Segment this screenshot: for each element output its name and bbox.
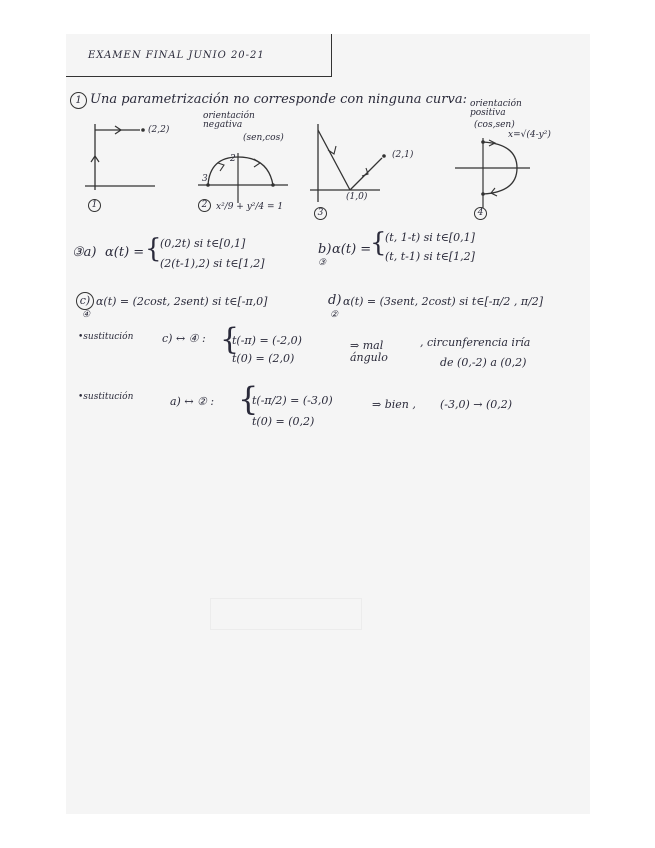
answer-d-ref: ② (330, 310, 339, 320)
answer-a-prefix: ③a) (72, 245, 97, 260)
answer-d-prefix: d) (328, 293, 342, 308)
curve-2-graph (198, 145, 288, 205)
curve-4-equation: x=√(4-y²) (508, 130, 551, 140)
sub2-verdict: ⇒ bien , (372, 398, 416, 411)
curve-2-label: 2 (198, 199, 211, 212)
sub1-comment2: de (0,-2) a (0,2) (440, 356, 527, 369)
exam-title: EXAMEN FINAL JUNIO 20-21 (88, 50, 265, 61)
answer-b-ref: ③ (318, 258, 327, 268)
sub2-comment: (-3,0) → (0,2) (440, 398, 513, 411)
sub2-label: •sustitución (78, 392, 134, 402)
curve-3-label: 3 (314, 207, 327, 220)
curve-4-label: 4 (474, 207, 487, 220)
curve-2-equation: x²/9 + y²/4 = 1 (216, 202, 284, 212)
sub1-line1: t(-π) = (-2,0) (232, 334, 302, 347)
sub2-brace: { (238, 380, 259, 418)
sub2-pair: a) ↔ ② : (170, 395, 215, 408)
sub1-pair: c) ↔ ④ : (162, 332, 206, 345)
answer-b-case1: (t, 1-t) si t∈[0,1] (385, 231, 475, 244)
sub1-comment1: , circunferencia iría (420, 336, 531, 349)
answer-a-case2: (2(t-1),2) si t∈[1,2] (160, 257, 265, 270)
answer-c-def: α(t) = (2cost, 2sent) si t∈[-π,0] (96, 295, 268, 308)
answer-d-def: α(t) = (3sent, 2cost) si t∈[-π/2 , π/2] (343, 295, 544, 308)
sub1-brace: { (220, 322, 240, 357)
bleed-through-box (210, 598, 362, 630)
curve-2-annotation: orientación negativa (203, 111, 255, 130)
curve-4-graph (455, 138, 535, 213)
curve-1-label: 1 (88, 199, 101, 212)
answer-b-prefix: b) (318, 242, 332, 257)
sub2-line2: t(0) = (0,2) (252, 415, 315, 428)
curve-3-point-bottom: (1,0) (346, 192, 368, 202)
curve-2-num-2: 2 (230, 154, 236, 164)
curve-3-point-top: (2,1) (392, 150, 414, 160)
answer-c-prefix: c) (76, 292, 94, 310)
answer-a-def: α(t) = (105, 245, 145, 260)
answer-b-def: α(t) = (332, 242, 372, 257)
sub1-line2: t(0) = (2,0) (232, 352, 295, 365)
answer-a-case1: (0,2t) si t∈[0,1] (160, 237, 246, 250)
sub1-verdict: ⇒ mal ángulo (350, 339, 388, 364)
sub2-line1: t(-π/2) = (-3,0) (252, 394, 333, 407)
question-statement: Una parametrización no corresponde con ninguna curva: (90, 92, 467, 107)
curve-1-point: (2,2) (148, 125, 170, 135)
question-number: 1 (70, 92, 87, 109)
answer-c-ref: ④ (82, 310, 91, 320)
answer-b-case2: (t, t-1) si t∈[1,2] (385, 250, 475, 263)
curve-4-param: (cos,sen) (474, 120, 515, 130)
curve-2-num-3: 3 (202, 174, 208, 184)
sub1-label: •sustitución (78, 332, 134, 342)
curve-4-annotation: orientación positiva (470, 99, 522, 118)
curve-2-param: (sen,cos) (243, 133, 284, 143)
answer-a-brace: { (145, 234, 162, 264)
answer-b-brace: { (370, 228, 387, 258)
